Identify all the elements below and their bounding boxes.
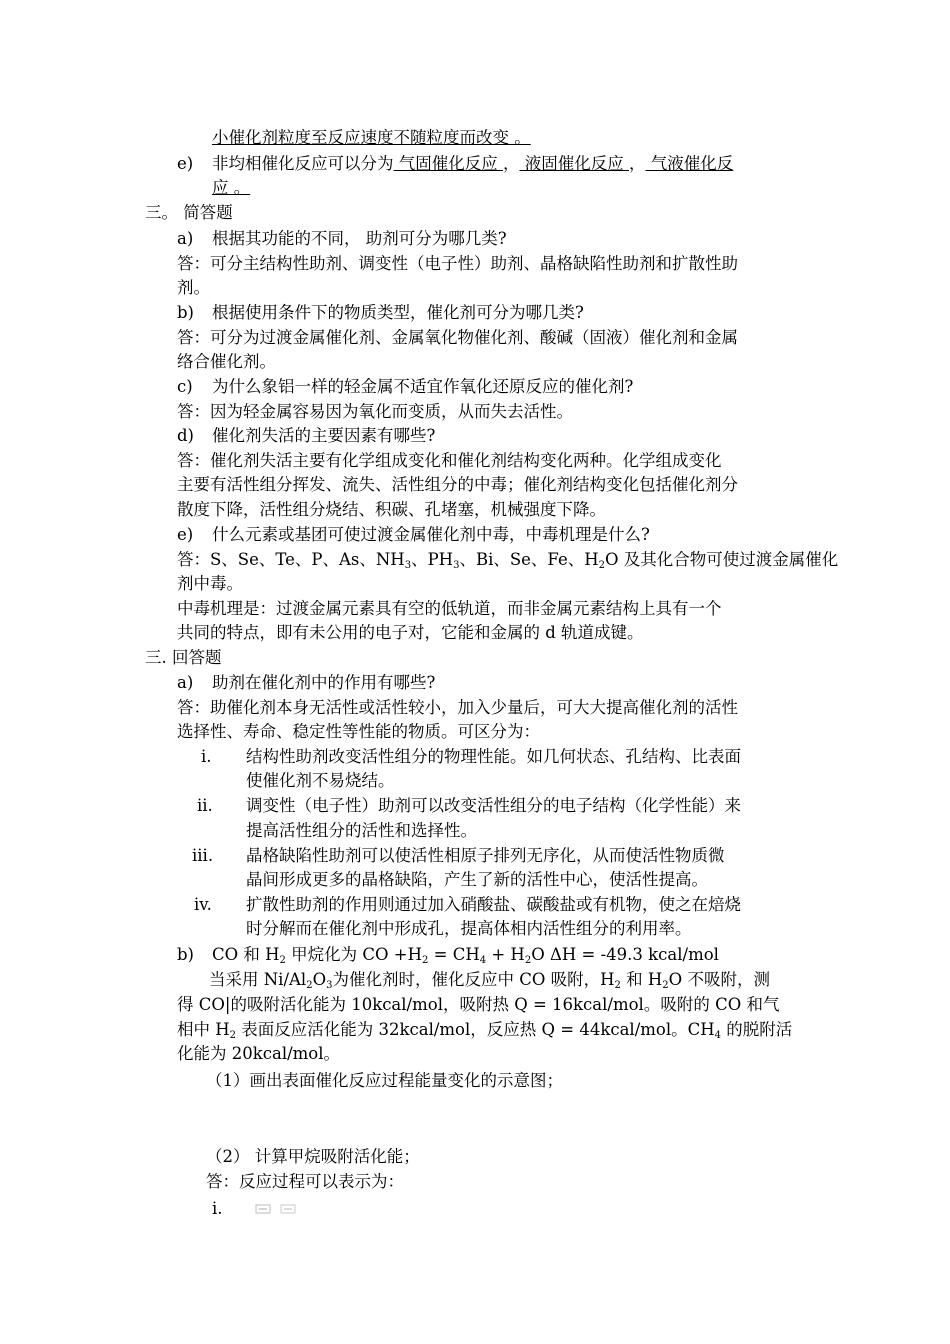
- question: CO 和 $H_2$ 甲烷化为 CO $+H_2 = CH_4 + H_2O$ ΔH = -49.3 kcal/mol: [212, 945, 719, 966]
- answer-line: 答：催化剂失活主要有化学组成变化和催化剂结构变化两种。化学组成变化: [177, 451, 722, 470]
- question: 为什么象铝一样的轻金属不适宜作氧化还原反应的催化剂?: [212, 377, 634, 396]
- text-line: 小催化剂粒度至反应速度不随粒度而改变 。: [212, 128, 531, 147]
- answer-line: 主要有活性组分挥发、流失、活性组分的中毒；催化剂结构变化包括催化剂分: [177, 475, 738, 494]
- list-label: e): [177, 525, 194, 544]
- answer-line: 答：因为轻金属容易因为氧化而变质，从而失去活性。: [177, 402, 573, 421]
- paragraph-line: 得 CO|的吸附活化能为 10kcal/mol，吸附热 Q = 16kcal/mol。吸附的 CO 和气: [177, 995, 780, 1014]
- answer-line: 答：S、Se、Te、P、As、$NH_3$、$PH_3$、Bi、Se、Fe、$H_2O$ 及其化合物可使过渡金属催化: [177, 550, 839, 571]
- answer-line: 络合催化剂。: [177, 352, 276, 371]
- answer-line: 共同的特点，即有未公用的电子对，它能和金属的 d 轨道成键。: [177, 623, 644, 642]
- question: 助剂在催化剂中的作用有哪些?: [212, 673, 436, 692]
- list-label: d): [177, 426, 194, 445]
- answer-line: 剂中毒。: [177, 574, 243, 593]
- answer-line: 答：助催化剂本身无活性或活性较小，加入少量后，可大大提高催化剂的活性: [177, 698, 738, 717]
- list-label: a): [177, 673, 194, 692]
- list-label: c): [177, 377, 193, 396]
- answer-line: 选择性、寿命、稳定性等性能的物质。可区分为：: [177, 722, 540, 741]
- answer-line: 答：反应过程可以表示为：: [206, 1172, 404, 1191]
- sub-question: （1）画出表面催化反应过程能量变化的示意图；: [206, 1071, 563, 1090]
- list-item: 时分解而在催化剂中形成孔，提高体相内活性组分的利用率。: [246, 919, 692, 938]
- list-label: a): [177, 229, 194, 248]
- text-line: 应 。: [212, 178, 251, 197]
- paragraph-line: 化能为 20kcal/mol。: [177, 1044, 341, 1063]
- answer-line: 散度下降，活性组分烧结、积碳、孔堵塞，机械强度下降。: [177, 500, 606, 519]
- answer-line: 剂。: [177, 278, 210, 297]
- section-heading: 三. 回答题: [145, 648, 222, 667]
- roman-label: ii.: [197, 796, 213, 815]
- list-item: 晶格缺陷性助剂可以使活性相原子排列无序化，从而使活性物质微: [246, 846, 725, 865]
- text-line: 非均相催化反应可以分为 气固催化反应 ， 液固催化反应 ， 气液催化反: [212, 154, 734, 173]
- faint-formula-image: [255, 1202, 303, 1216]
- list-item: 提高活性组分的活性和选择性。: [246, 821, 477, 840]
- list-item: 扩散性助剂的作用则通过加入硝酸盐、碳酸盐或有机物，使之在焙烧: [246, 895, 741, 914]
- question: 根据使用条件下的物质类型，催化剂可分为哪几类?: [212, 303, 584, 322]
- section-heading: 三。 简答题: [145, 203, 233, 222]
- answer-line: 答：可分为过渡金属催化剂、金属氧化物催化剂、酸碱（固液）催化剂和金属: [177, 328, 738, 347]
- question: 催化剂失活的主要因素有哪些?: [212, 426, 436, 445]
- sub-question: （2） 计算甲烷吸附活化能；: [206, 1147, 420, 1166]
- roman-label: i.: [201, 747, 212, 766]
- answer-line: 答：可分主结构性助剂、调变性（电子性）助剂、晶格缺陷性助剂和扩散性助: [177, 254, 738, 273]
- list-item: 晶间形成更多的晶格缺陷，产生了新的活性中心，使活性提高。: [246, 870, 708, 889]
- list-label: b): [177, 303, 194, 322]
- paragraph-line: 当采用 $Ni/Al_2O_3$为催化剂时，催化反应中 CO 吸附，$H_2$ 和 $H_2O$ 不吸附，测: [209, 970, 770, 991]
- list-item: 结构性助剂改变活性组分的物理性能。如几何状态、孔结构、比表面: [246, 747, 741, 766]
- paragraph-line: 相中 $H_2$ 表面反应活化能为 32kcal/mol，反应热 Q = 44kcal/mol。$CH_4$ 的脱附活: [177, 1020, 793, 1041]
- list-label: b): [177, 945, 194, 964]
- list-item: 调变性（电子性）助剂可以改变活性组分的电子结构（化学性能）来: [246, 796, 741, 815]
- roman-label: iii.: [192, 846, 214, 865]
- answer-line: 中毒机理是：过渡金属元素具有空的低轨道，而非金属元素结构上具有一个: [177, 599, 722, 618]
- question: 什么元素或基团可使过渡金属催化剂中毒，中毒机理是什么?: [212, 525, 650, 544]
- list-item: 使催化剂不易烧结。: [246, 771, 395, 790]
- question: 根据其功能的不同， 助剂可分为哪几类?: [212, 229, 507, 248]
- roman-label: iv.: [194, 895, 212, 914]
- roman-label: i.: [212, 1199, 223, 1218]
- list-label: e): [177, 154, 194, 173]
